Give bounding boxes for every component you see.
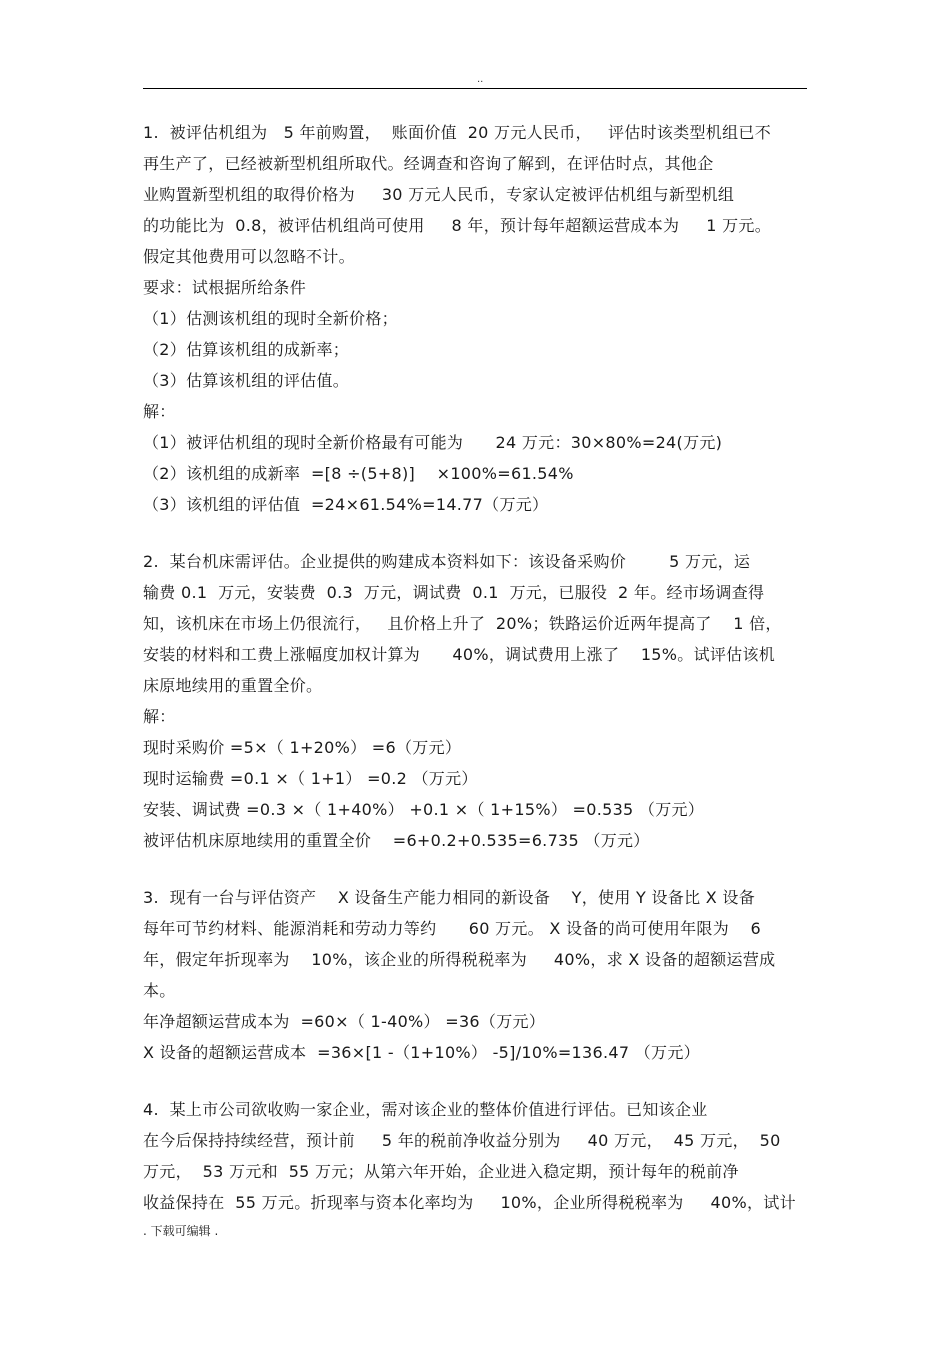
text-line: （3）该机组的评估值 =24×61.54%=14.77（万元） <box>143 495 549 514</box>
section-gap <box>143 856 807 882</box>
text-line: 年净超额运营成本为 =60×（ 1-40%） =36（万元） <box>143 1012 546 1031</box>
problem-3 <box>143 882 807 1068</box>
text-line: 安装、调试费 =0.3 ×（ 1+40%） +0.1 ×（ 1+15%） =0.535 （万元） <box>143 800 705 819</box>
text-line: （2）该机组的成新率 =[8 ÷(5+8)] ×100%=61.54% <box>143 464 574 483</box>
text-line: （3）估算该机组的评估值。 <box>143 371 350 390</box>
text-line: 在今后保持持续经营，预计前 5 年的税前净收益分别为 40 万元， 45 万元， 50 <box>143 1131 781 1150</box>
section-gap <box>143 520 807 546</box>
text-line: 现时采购价 =5×（ 1+20%） =6（万元） <box>143 738 462 757</box>
text-line: 的功能比为 0.8，被评估机组尚可使用 8 年，预计每年超额运营成本为 1 万元。 <box>143 216 772 235</box>
text-line: 业购置新型机组的取得价格为 30 万元人民币，专家认定被评估机组与新型机组 <box>143 185 735 204</box>
text-line: 现时运输费 =0.1 ×（ 1+1） =0.2 （万元） <box>143 769 478 788</box>
text-line: X 设备的超额运营成本 =36×[1 -（1+10%） -5]/10%=136.47 （万元） <box>143 1043 700 1062</box>
problem-1 <box>143 117 807 520</box>
text-line: 1. 被评估机组为 5 年前购置， 账面价值 20 万元人民币， 评估时该类型机组已不 <box>143 123 772 142</box>
text-line: 被评估机床原地续用的重置全价 =6+0.2+0.535=6.735 （万元） <box>143 831 650 850</box>
text-line: 收益保持在 55 万元。折现率与资本化率均为 10%，企业所得税税率为 40%，试计 <box>143 1193 796 1212</box>
text-line: 年，假定年折现率为 10%，该企业的所得税税率为 40%，求 X 设备的超额运营成 <box>143 950 776 969</box>
text-line: 3. 现有一台与评估资产 X 设备生产能力相同的新设备 Y，使用 Y 设备比 X 设备 <box>143 888 756 907</box>
text-line: （1）估测该机组的现时全新价格； <box>143 309 398 328</box>
text-line: 每年可节约材料、能源消耗和劳动力等约 60 万元。 X 设备的尚可使用年限为 6 <box>143 919 762 938</box>
page-footer: . 下载可编辑 . <box>143 1224 219 1238</box>
header-dots: .. <box>477 74 484 85</box>
text-line: 假定其他费用可以忽略不计。 <box>143 247 355 266</box>
text-line: 万元， 53 万元和 55 万元；从第六年开始，企业进入稳定期，预计每年的税前净 <box>143 1162 739 1181</box>
text-line: 知，该机床在市场上仍很流行， 且价格上升了 20%；铁路运价近两年提高了 1 倍， <box>143 614 782 633</box>
text-line: 要求：试根据所给条件 <box>143 278 307 297</box>
document-body <box>143 117 807 1218</box>
text-line: 解： <box>143 402 176 421</box>
text-line: 床原地续用的重置全价。 <box>143 676 323 695</box>
text-line: 解： <box>143 707 176 726</box>
text-line: 4. 某上市公司欲收购一家企业，需对该企业的整体价值进行评估。已知该企业 <box>143 1100 708 1119</box>
header-rule <box>143 88 807 89</box>
problem-2 <box>143 546 807 856</box>
text-line: （1）被评估机组的现时全新价格最有可能为 24 万元：30×80%=24(万元) <box>143 433 723 452</box>
text-line: 2. 某台机床需评估。企业提供的购建成本资料如下：该设备采购价 5 万元，运 <box>143 552 751 571</box>
text-line: （2）估算该机组的成新率； <box>143 340 350 359</box>
text-line: 输费 0.1 万元，安装费 0.3 万元，调试费 0.1 万元，已服役 2 年。经市场调查得 <box>143 583 765 602</box>
text-line: 安装的材料和工费上涨幅度加权计算为 40%，调试费用上涨了 15%。试评估该机 <box>143 645 776 664</box>
text-line: 本。 <box>143 981 176 1000</box>
text-line: 再生产了，已经被新型机组所取代。经调查和咨询了解到，在评估时点，其他企 <box>143 154 714 173</box>
section-gap <box>143 1068 807 1094</box>
problem-4 <box>143 1094 807 1218</box>
